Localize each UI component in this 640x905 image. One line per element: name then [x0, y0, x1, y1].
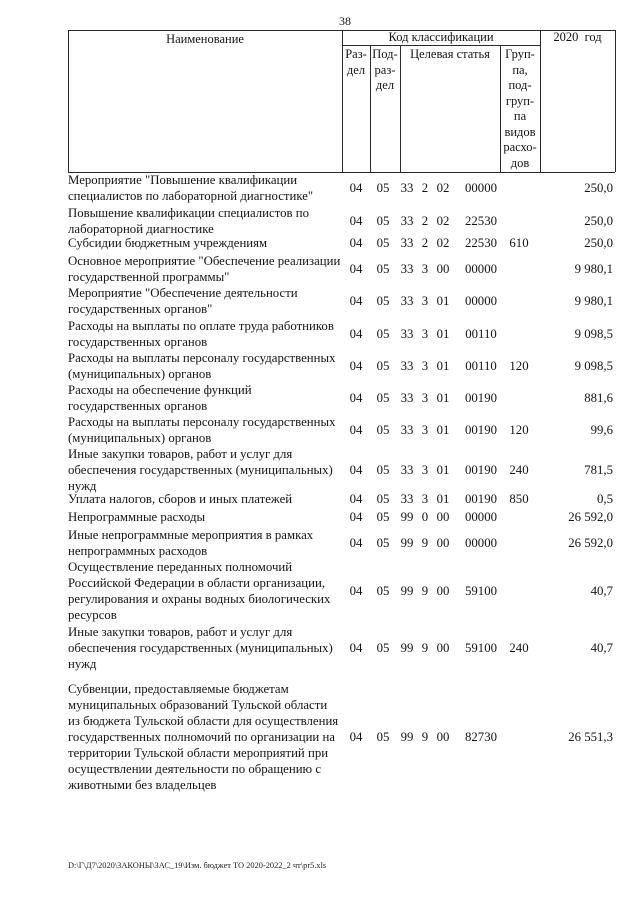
- row-amount: 26 592,0: [568, 510, 613, 524]
- code-program: 33: [400, 181, 414, 195]
- code-program: 33: [400, 423, 414, 437]
- code-program: 99: [400, 584, 414, 598]
- code-podrazdel: 05: [376, 510, 390, 524]
- code-direction: 59100: [465, 641, 497, 655]
- header-razdel: Раз- дел: [345, 47, 367, 77]
- row-name: Расходы на выплаты персоналу государственных (муниципальных) органов: [68, 351, 336, 381]
- row-amount: 99,6: [590, 423, 613, 437]
- code-event: 00: [436, 641, 450, 655]
- code-subprogram: 0: [421, 510, 429, 524]
- code-direction: 22530: [465, 214, 497, 228]
- row-amount: 9 980,1: [574, 294, 613, 308]
- code-podrazdel: 05: [376, 294, 390, 308]
- row-amount: 26 592,0: [568, 536, 613, 550]
- code-podrazdel: 05: [376, 730, 390, 744]
- code-razdel: 04: [349, 463, 363, 477]
- code-expense-group: 850: [509, 492, 529, 506]
- code-razdel: 04: [349, 262, 363, 276]
- code-program: 33: [400, 214, 414, 228]
- row-name: Иные закупки товаров, работ и услуг для обеспечения государственных (муниципальных) нужд: [68, 625, 333, 671]
- code-podrazdel: 05: [376, 641, 390, 655]
- code-subprogram: 2: [421, 181, 429, 195]
- code-podrazdel: 05: [376, 584, 390, 598]
- code-direction: 00000: [465, 536, 497, 550]
- row-name: Субсидии бюджетным учреждениям: [68, 236, 268, 250]
- code-program: 99: [400, 730, 414, 744]
- code-program: 99: [400, 641, 414, 655]
- code-expense-group: 610: [509, 236, 529, 250]
- row-name: Расходы на обеспечение функций государственных органов: [68, 383, 252, 413]
- code-podrazdel: 05: [376, 536, 390, 550]
- code-event: 02: [436, 214, 450, 228]
- code-direction: 00000: [465, 510, 497, 524]
- code-razdel: 04: [349, 584, 363, 598]
- row-amount: 40,7: [590, 641, 613, 655]
- code-razdel: 04: [349, 510, 363, 524]
- code-expense-group: 240: [509, 463, 529, 477]
- row-name: Расходы на выплаты персоналу государственных (муниципальных) органов: [68, 415, 336, 445]
- page-number: 38: [339, 14, 351, 28]
- code-subprogram: 9: [421, 641, 429, 655]
- row-name: Мероприятие "Повышение квалификации специалистов по лабораторной диагностике": [68, 173, 314, 203]
- code-podrazdel: 05: [376, 181, 390, 195]
- code-event: 01: [436, 492, 450, 506]
- header-name: Наименование: [166, 32, 244, 46]
- code-razdel: 04: [349, 294, 363, 308]
- row-name: Мероприятие "Обеспечение деятельности государственных органов": [68, 286, 298, 316]
- code-expense-group: 120: [509, 359, 529, 373]
- code-podrazdel: 05: [376, 327, 390, 341]
- code-podrazdel: 05: [376, 236, 390, 250]
- code-event: 00: [436, 536, 450, 550]
- code-razdel: 04: [349, 423, 363, 437]
- code-razdel: 04: [349, 214, 363, 228]
- code-program: 33: [400, 236, 414, 250]
- code-event: 01: [436, 327, 450, 341]
- row-amount: 9 098,5: [574, 359, 613, 373]
- code-expense-group: 240: [509, 641, 529, 655]
- row-amount: 9 980,1: [574, 262, 613, 276]
- row-name: Иные закупки товаров, работ и услуг для обеспечения государственных (муниципальных) нужд: [68, 447, 333, 493]
- code-direction: 59100: [465, 584, 497, 598]
- code-event: 00: [436, 510, 450, 524]
- code-event: 00: [436, 730, 450, 744]
- row-name: Повышение квалификации специалистов по лабораторной диагностике: [68, 206, 310, 236]
- code-razdel: 04: [349, 391, 363, 405]
- header-year: 2020 год: [553, 30, 602, 44]
- code-event: 02: [436, 236, 450, 250]
- header-podrazdel: Под- раз- дел: [372, 47, 398, 92]
- code-direction: 00000: [465, 294, 497, 308]
- code-program: 33: [400, 359, 414, 373]
- row-name: Осуществление переданных полномочий Российской Федерации в области организации, регулирования и охраны водных биологических ресурсов: [68, 560, 331, 622]
- row-name: Иные непрограммные мероприятия в рамках непрограммных расходов: [68, 528, 314, 558]
- header-target-article: Целевая статья: [410, 47, 490, 61]
- row-name: Непрограммные расходы: [68, 510, 206, 524]
- code-program: 99: [400, 510, 414, 524]
- code-program: 33: [400, 492, 414, 506]
- code-razdel: 04: [349, 359, 363, 373]
- code-event: 01: [436, 423, 450, 437]
- code-subprogram: 2: [421, 236, 429, 250]
- code-expense-group: 120: [509, 423, 529, 437]
- code-podrazdel: 05: [376, 423, 390, 437]
- code-program: 33: [400, 391, 414, 405]
- code-razdel: 04: [349, 492, 363, 506]
- code-subprogram: 9: [421, 730, 429, 744]
- code-direction: 00110: [465, 359, 497, 373]
- row-amount: 40,7: [590, 584, 613, 598]
- row-name: Расходы на выплаты по оплате труда работников государственных органов: [68, 319, 334, 349]
- code-subprogram: 9: [421, 536, 429, 550]
- footer-file-path: D:\Г\Д7\2020\ЗАКОНЫ\ЗАС_19\Изм. бюджет ТО 2020-2022_2 чт\pr5.xls: [68, 861, 327, 870]
- code-razdel: 04: [349, 730, 363, 744]
- code-subprogram: 3: [421, 359, 429, 373]
- code-event: 01: [436, 463, 450, 477]
- row-amount: 781,5: [584, 463, 613, 477]
- code-podrazdel: 05: [376, 391, 390, 405]
- code-direction: 00000: [465, 262, 497, 276]
- code-subprogram: 3: [421, 294, 429, 308]
- header-code-group: Код классификации: [388, 30, 494, 44]
- code-direction: 00190: [465, 423, 497, 437]
- code-direction: 00190: [465, 463, 497, 477]
- row-name: Уплата налогов, сборов и иных платежей: [68, 492, 293, 506]
- code-event: 00: [436, 262, 450, 276]
- code-event: 02: [436, 181, 450, 195]
- code-podrazdel: 05: [376, 463, 390, 477]
- row-amount: 250,0: [584, 236, 613, 250]
- code-direction: 00000: [465, 181, 497, 195]
- code-program: 33: [400, 294, 414, 308]
- code-subprogram: 3: [421, 391, 429, 405]
- code-program: 33: [400, 327, 414, 341]
- code-program: 99: [400, 536, 414, 550]
- row-amount: 26 551,3: [568, 730, 613, 744]
- row-name: Основное мероприятие "Обеспечение реализации государственной программы": [68, 254, 341, 284]
- code-event: 01: [436, 294, 450, 308]
- code-program: 33: [400, 262, 414, 276]
- code-direction: 00110: [465, 327, 497, 341]
- code-podrazdel: 05: [376, 214, 390, 228]
- row-name: Субвенции, предоставляемые бюджетам муниципальных образований Тульской области из бюджета Тульской области для осуществления государственных полномочий по организации на территории Тульской области мероприятий при осуществлении деятельности по обращению с животными без владельцев: [68, 682, 339, 792]
- code-direction: 00190: [465, 492, 497, 506]
- row-amount: 250,0: [584, 214, 613, 228]
- code-subprogram: 3: [421, 327, 429, 341]
- code-event: 01: [436, 391, 450, 405]
- code-event: 01: [436, 359, 450, 373]
- code-razdel: 04: [349, 181, 363, 195]
- code-podrazdel: 05: [376, 262, 390, 276]
- code-program: 33: [400, 463, 414, 477]
- header-expense-group: Груп- па, под- груп- па видов расхо- дов: [503, 47, 537, 170]
- row-amount: 250,0: [584, 181, 613, 195]
- code-subprogram: 9: [421, 584, 429, 598]
- code-subprogram: 3: [421, 463, 429, 477]
- code-subprogram: 3: [421, 492, 429, 506]
- code-direction: 22530: [465, 236, 497, 250]
- row-amount: 9 098,5: [574, 327, 613, 341]
- row-amount: 0,5: [597, 492, 613, 506]
- code-razdel: 04: [349, 536, 363, 550]
- code-razdel: 04: [349, 327, 363, 341]
- code-podrazdel: 05: [376, 359, 390, 373]
- code-subprogram: 3: [421, 262, 429, 276]
- code-subprogram: 2: [421, 214, 429, 228]
- code-razdel: 04: [349, 641, 363, 655]
- row-amount: 881,6: [584, 391, 613, 405]
- code-direction: 82730: [465, 730, 497, 744]
- code-razdel: 04: [349, 236, 363, 250]
- code-direction: 00190: [465, 391, 497, 405]
- code-subprogram: 3: [421, 423, 429, 437]
- code-podrazdel: 05: [376, 492, 390, 506]
- code-event: 00: [436, 584, 450, 598]
